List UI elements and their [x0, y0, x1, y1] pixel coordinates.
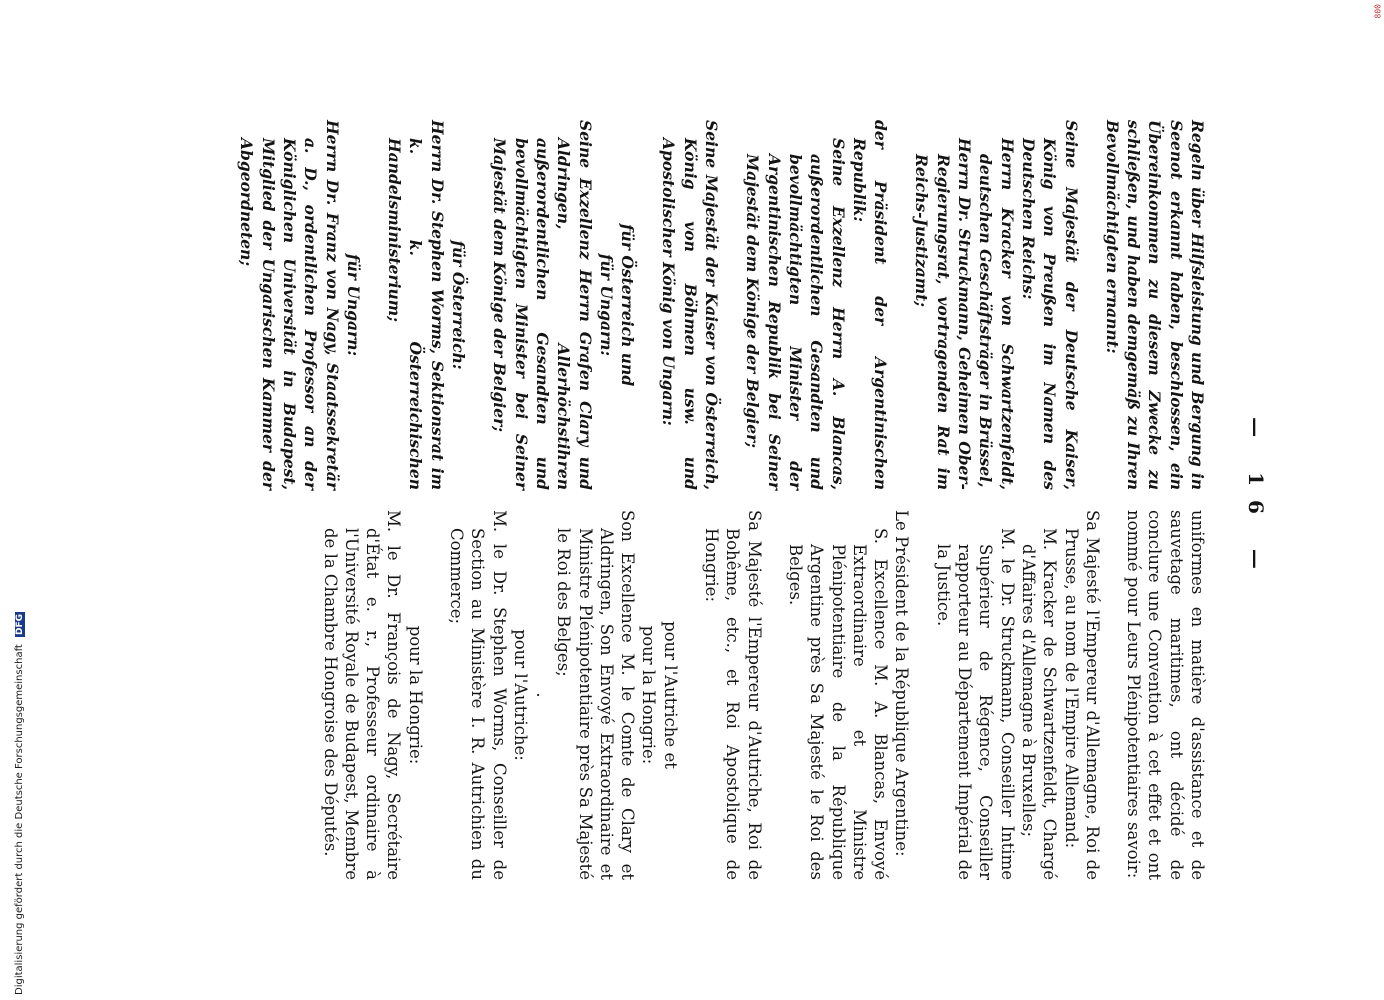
german-delegate-worms: Herrn Dr. Stephen Worms, Sektionsrat im k. k. Österreichischen Handelsministerium;: [385, 120, 447, 490]
german-delegate-blancas: Seine Exzellenz Herrn A. Blancas, außerordentlichen Gesandten und bevollmächtigten Minister der Argentinischen Republik bei Seiner Majestät dem Könige der Belgier;: [743, 138, 848, 490]
german-delegate-struckmann: Herrn Dr. Struckmann, Geheimen Ober-Regierungsrat, vortragenden Rat im Reichs-Justizamt;: [912, 138, 975, 490]
german-column: [236, 120, 1208, 490]
german-hungary: für Ungarn:: [596, 253, 616, 357]
french-intro: uniformes en matière d'assistance et de sauvetage maritimes, ont décidé de conclure une Convention à cet effet et ont nommé pour Leurs Plénipotentiaires savoir:: [1124, 510, 1207, 880]
corner-mark: 800: [1373, 4, 1382, 19]
german-intro: Regeln über Hilfsleistung und Bergung in Seenot erkannt haben, beschlossen, ein Übereinkommen zu diesem Zwecke zu schließen, und haben demgemäß zu Ihren Bevollmächtigten ernannt:: [1102, 120, 1207, 490]
german-delegate-nagy: Herrn Dr. Franz von Nagy, Staatssekretär a. D., ordentlichen Professor an der Königlichen Universität in Budapest, Mitglied der Ungarischen Kammer der Abgeordneten;: [237, 120, 342, 490]
page-number: — 16 —: [1244, 417, 1268, 583]
french-delegate-struckmann: M. le Dr. Struckmann, Conseiller Intime Supérieur de Régence, Conseiller rapporteur au Département Impérial de la Justice.: [933, 528, 1017, 880]
german-delegate-clary: Seine Exzellenz Herrn Grafen Clary und Aldringen, Allerhöchstihren außerordentlichen Gesandten und bevollmächtigten Minister bei Seiner Majestät dem Könige der Belgier;: [490, 120, 595, 490]
french-argentine-president: Le Président de la République Argentine:: [892, 510, 912, 857]
german-austrian-emperor: Seine Majestät der Kaiser von Österreich, König von Böhmen usw. und Apostolischer König von Ungarn:: [659, 120, 722, 490]
french-austria: pour l'Autriche:: [510, 629, 530, 761]
german-austria: für Österreich:: [449, 240, 469, 370]
german-delegate-kracker: Herrn Kracker von Schwartzenfeldt, deutschen Geschäftsträger in Brüssel,: [976, 138, 1017, 490]
german-hungary-2: für Ungarn:: [343, 253, 363, 357]
german-german-emperor: Seine Majestät der Deutsche Kaiser, König von Preußen im Namen des Deutschen Reichs:: [1018, 120, 1081, 490]
french-delegate-kracker: M. Kracker de Schwartzenfeldt, Chargé d'Affaires d'Allemagne à Bruxelles;: [1018, 528, 1060, 880]
french-delegate-worms: M. le Dr. Stephen Worms, Conseiller de Section au Ministère I. R. Autrichien du Commerce;: [447, 510, 509, 880]
french-delegate-blancas: S. Excellence M. A. Blancas, Envoyé Extraordinaire et Ministre Plénipotentiaire de la République Argentine près Sa Majesté le Roi des Belges.: [785, 528, 891, 880]
german-argentine-president: der Präsident der Argentinischen Republik:: [849, 120, 891, 490]
french-austria-and: pour l'Autriche et: [660, 621, 680, 769]
dfg-logo: DFG: [15, 613, 25, 635]
digitization-credit-text: Digitalisierung gefördert durch die Deutsche Forschungsgemeinschaft: [14, 644, 25, 995]
german-austria-and: für Österreich und: [618, 223, 638, 387]
french-delegate-nagy: M. le Dr. François de Nagy, Secrétaire d'État e. r., Professeur ordinaire à l'Université Royale de Budapest, Membre de la Chambre Hongroise des Députés.: [320, 510, 404, 880]
french-austrian-emperor: Sa Majesté l'Empereur d'Autriche, Roi de Bohême, etc., et Roi Apostolique de Hongrie:: [702, 510, 764, 880]
french-hungary-2: pour la Hongrie:: [405, 625, 425, 765]
french-hungary: pour la Hongrie:: [639, 625, 659, 765]
digitization-credit: [14, 612, 25, 995]
french-column: uniformes en matière d'assistance et de sauvetage maritimes, ont décidé de conclure une Convention à cet effet et ont nommé pour Leurs Plénipotentiaires savoir: Sa Majesté l'Empereur d'Allemagne, Roi de Prusse, au nom de l'Empire Allemand: M. Kracker de Schwartzenfeldt, Chargé d'Affaires d'Allemagne à Bruxelles; M. le Dr. Struckmann, Conseiller Intime Supérieur de Régence, Conseiller rapporteur au Département Impérial de la Justice. Le Président de la République Argentine: S. Excellence M. A. Blancas, Envoyé Extraordinaire et Ministre Plénipotentiaire de la République Argentine près Sa Majesté le Roi des Belges. Sa Majesté l'Empereur d'Autriche, Roi de Bohême, etc., et Roi Apostolique de Hongrie: pour l'Autriche et pour la Hongrie: Son Excellence M. le Comte de Clary et Aldringen, Son Envoyé Extraordinaire et Ministre Plénipotentiaire près Sa Majesté le Roi des Belges; . pour l'Autriche: M. le Dr. Stephen Worms, Conseiller de Section au Ministère I. R. Autrichien du Commerce; pour la Hongrie: M. le Dr. François de Nagy, Secrétaire d'État e. r., Professeur ordinaire à l'Université Royale de Budapest, Membre de la Chambre Hongroise des Députés.: [320, 510, 1207, 880]
french-german-emperor: Sa Majesté l'Empereur d'Allemagne, Roi de Prusse, au nom de l'Empire Allemand:: [1061, 510, 1102, 880]
french-delegate-clary: Son Excellence M. le Comte de Clary et Aldringen, Son Envoyé Extraordinaire et Ministre Plénipotentiaire près Sa Majesté le Roi des Belges;: [554, 510, 638, 880]
